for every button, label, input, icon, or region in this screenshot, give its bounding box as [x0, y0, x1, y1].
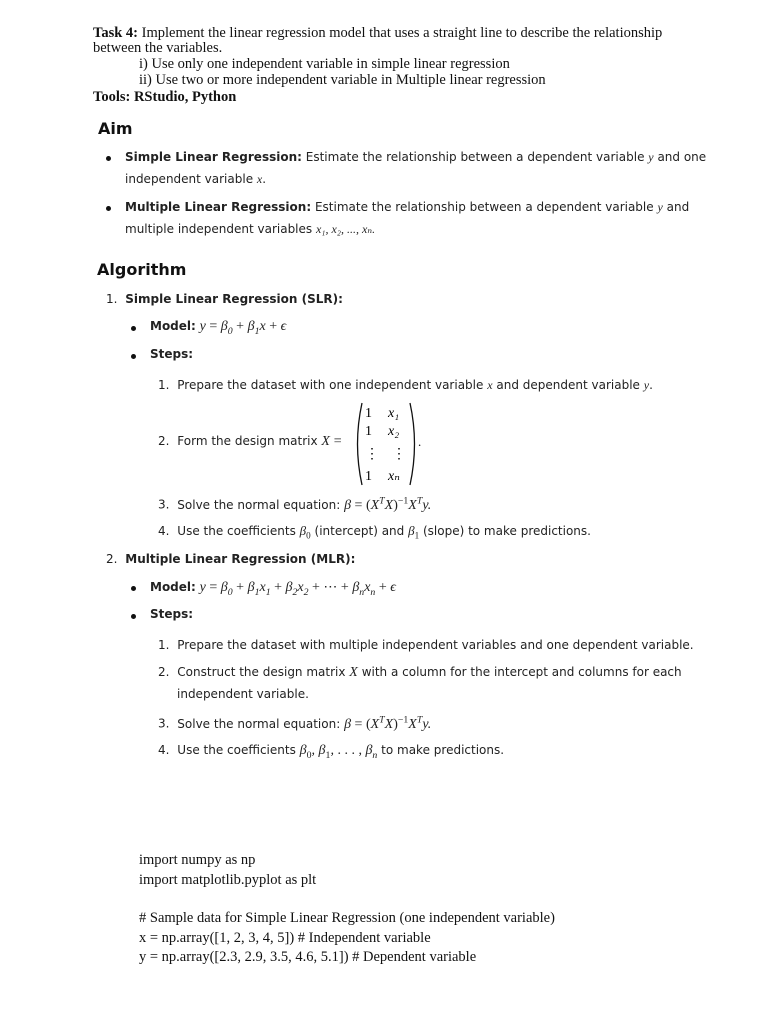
aim-heading: Aim [98, 119, 133, 138]
bullet-icon [131, 614, 136, 619]
matrix-cell: 1 [365, 406, 372, 421]
math-var: X [349, 665, 358, 680]
task-line-2: between the variables. [93, 40, 223, 56]
code-line: y = np.array([2.3, 2.9, 3.5, 4.6, 5.1]) # Dependent variable [139, 949, 477, 965]
slr-step-4 [158, 523, 591, 541]
step-text: Form the design matrix [177, 434, 318, 448]
step-number: 4. [158, 524, 170, 538]
bullet-icon [131, 326, 136, 331]
mlr-step-4 [158, 743, 504, 761]
punct: . [418, 434, 422, 449]
slr-model [150, 319, 286, 337]
mlr-step-1 [158, 638, 694, 652]
step-number: 3. [158, 497, 170, 512]
step-text: Prepare the dataset with multiple independent variables and one dependent variable. [177, 638, 694, 652]
math-var: x [487, 378, 493, 392]
right-paren-icon [410, 403, 415, 485]
bullet-icon [106, 206, 111, 211]
matrix-cell: x₂ [388, 424, 400, 439]
mlr-step-2-line2: independent variable. [177, 687, 309, 701]
aim-item-text2: and one [657, 150, 707, 164]
matrix-cell: 1 [365, 424, 372, 439]
step-text: with a column for the intercept and columns for each [361, 665, 682, 679]
list-number: 1. [106, 292, 118, 306]
aim-item-title: Simple Linear Regression: [125, 150, 302, 164]
step-number: 2. [158, 434, 170, 448]
normal-equation: $\beta = (X^TX)^{-1}X^Ty$. [344, 495, 432, 513]
math-var: y [643, 378, 650, 392]
aim-item-mlr-line2 [125, 222, 375, 237]
step-number: 2. [158, 665, 170, 679]
code-line: x = np.array([1, 2, 3, 4, 5]) # Independent variable [139, 930, 431, 946]
slr-step-1 [158, 378, 653, 393]
aim-item-mlr [125, 200, 689, 215]
math-vars: x₁, x₂, ..., xₙ. [315, 222, 376, 236]
aim-item-line2: independent variable [125, 172, 254, 186]
mlr-step-2 [158, 665, 682, 681]
step-text: to make predictions. [381, 743, 505, 757]
mlr-step-3 [158, 714, 431, 733]
aim-item-text: Estimate the relationship between a dependent variable [305, 150, 645, 164]
punct: . [649, 378, 653, 392]
slr-steps-label: Steps: [150, 347, 194, 361]
task-description: Implement the linear regression model that uses a straight line to describe the relationship [141, 25, 663, 41]
math-var: X [321, 434, 330, 449]
mlr-steps-label: Steps: [150, 607, 194, 621]
bullet-icon [131, 354, 136, 359]
step-text: (slope) to make predictions. [422, 524, 591, 538]
step-number: 3. [158, 716, 170, 731]
mlr-heading [106, 552, 355, 566]
step-text: Solve the normal equation: [177, 497, 341, 512]
step-text: Construct the design matrix [177, 665, 346, 679]
step-number: 1. [158, 638, 170, 652]
slr-heading [106, 292, 343, 306]
slr-step-2 [158, 434, 342, 450]
mlr-model-equation: $y = \beta_0 + \beta_1x_1 + \beta_2x_2$ + ⋯ + $\beta_nx_n + \epsilon$ [199, 580, 396, 598]
punct: . [262, 172, 267, 186]
slr-title: Simple Linear Regression (SLR): [125, 292, 343, 306]
matrix-cell: x₁ [388, 406, 400, 421]
step-text: (intercept) and [314, 524, 405, 538]
tools-line: Tools: RStudio, Python [93, 89, 237, 105]
step-number: 1. [158, 378, 170, 392]
math-var: x [256, 172, 263, 186]
aim-item-title: Multiple Linear Regression: [125, 200, 312, 214]
design-matrix [352, 400, 422, 488]
left-paren-icon [358, 403, 363, 485]
task-line-1 [93, 26, 662, 41]
normal-equation: $\beta = (X^TX)^{-1}X^Ty$. [344, 714, 432, 732]
aim-item-text: Estimate the relationship between a dependent variable [314, 200, 654, 214]
model-label: Model: [150, 319, 196, 333]
step-text: Prepare the dataset with one independent variable [177, 378, 484, 392]
code-line: import matplotlib.pyplot as plt [139, 872, 317, 888]
matrix-cell: xₙ [388, 469, 400, 484]
math-var: $\beta_0$ [299, 523, 311, 541]
bullet-icon [106, 156, 111, 161]
math-var: y [648, 150, 654, 164]
matrix-cell: ⋮ [365, 447, 379, 462]
task-label: Task 4: [93, 25, 139, 41]
math-var: $\beta_1$ [408, 523, 420, 541]
aim-item-slr-line2 [125, 172, 266, 187]
slr-model-equation: $y = \beta_0 + \beta_1x + \epsilon$ [199, 319, 287, 337]
matrix-cell: 1 [365, 469, 372, 484]
step-number: 4. [158, 743, 170, 757]
mlr-model [150, 579, 396, 598]
task-subpoint-2: ii) Use two or more independent variable in Multiple linear regression [139, 72, 546, 88]
model-label: Model: [150, 580, 196, 594]
aim-item-text2: and [666, 200, 690, 214]
aim-item-line2: multiple independent variables [125, 222, 313, 236]
step-text: Use the coefficients [177, 524, 296, 538]
code-line: # Sample data for Simple Linear Regression (one independent variable) [139, 910, 555, 926]
list-number: 2. [106, 552, 118, 566]
slr-step-3 [158, 495, 431, 514]
step-text: and dependent variable [496, 378, 640, 392]
equals-sign: = [333, 434, 342, 449]
coefficients-list: $\beta_0$, $\beta_1$, . . . , $\beta_n$ [299, 743, 378, 761]
math-var: y [657, 200, 663, 214]
algorithm-heading: Algorithm [97, 260, 187, 279]
step-text: Solve the normal equation: [177, 716, 341, 731]
mlr-title: Multiple Linear Regression (MLR): [125, 552, 356, 566]
step-text: Use the coefficients [177, 743, 296, 757]
aim-item-slr [125, 150, 706, 165]
bullet-icon [131, 586, 136, 591]
matrix-cell: ⋮ [392, 447, 406, 462]
code-line: import numpy as np [139, 852, 256, 868]
task-subpoint-1: i) Use only one independent variable in simple linear regression [139, 56, 510, 72]
